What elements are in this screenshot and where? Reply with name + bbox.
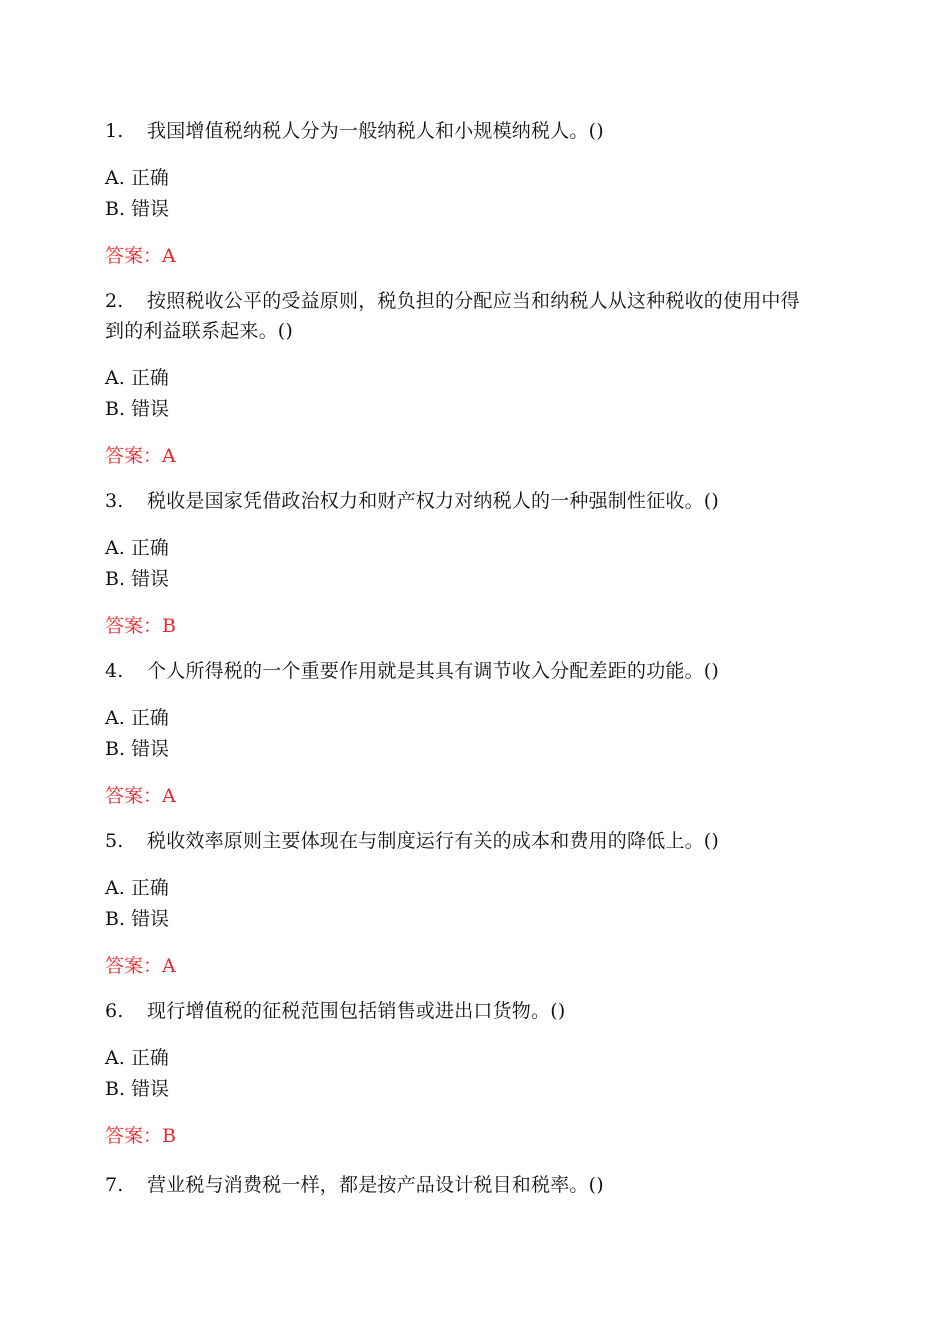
options-list xyxy=(105,533,850,595)
question-number: 1. xyxy=(105,120,124,142)
option-a: A. 正确 xyxy=(105,877,169,899)
answer-label: 答案： xyxy=(105,245,163,267)
question-stem: 营业税与消费税一样，都是按产品设计税目和税率。() xyxy=(147,1174,604,1196)
answer-value: A xyxy=(162,955,176,977)
options-list xyxy=(105,1043,850,1105)
option-a: A. 正确 xyxy=(105,537,169,559)
question-2 xyxy=(105,286,850,471)
answer-value: A xyxy=(162,445,176,467)
answer-label: 答案： xyxy=(105,955,163,977)
answer-line xyxy=(105,781,850,811)
answer-label: 答案： xyxy=(105,1125,163,1147)
question-stem: 个人所得税的一个重要作用就是其具有调节收入分配差距的功能。() xyxy=(147,660,720,682)
question-text xyxy=(105,486,850,516)
option-b: B. 错误 xyxy=(105,568,170,590)
answer-value: A xyxy=(162,785,176,807)
question-number: 3. xyxy=(105,490,124,512)
option-b: B. 错误 xyxy=(105,198,170,220)
question-stem: 按照税收公平的受益原则，税负担的分配应当和纳税人从这种税收的使用中得 xyxy=(147,290,800,312)
option-b: B. 错误 xyxy=(105,1078,170,1100)
options-list xyxy=(105,163,850,225)
question-text xyxy=(105,286,850,316)
question-stem: 税收是国家凭借政治权力和财产权力对纳税人的一种强制性征收。() xyxy=(147,490,720,512)
question-text xyxy=(105,116,850,146)
option-a: A. 正确 xyxy=(105,1047,169,1069)
question-text xyxy=(105,996,850,1026)
option-b: B. 错误 xyxy=(105,738,170,760)
question-stem: 税收效率原则主要体现在与制度运行有关的成本和费用的降低上。() xyxy=(147,830,720,852)
question-3 xyxy=(105,486,850,641)
options-list xyxy=(105,363,850,425)
answer-label: 答案： xyxy=(105,615,163,637)
option-b: B. 错误 xyxy=(105,908,170,930)
answer-label: 答案： xyxy=(105,785,163,807)
answer-value: B xyxy=(162,615,176,637)
option-a: A. 正确 xyxy=(105,167,169,189)
option-a: A. 正确 xyxy=(105,707,169,729)
question-number: 5. xyxy=(105,830,124,852)
answer-line xyxy=(105,1121,850,1151)
question-7 xyxy=(105,1170,850,1200)
option-b: B. 错误 xyxy=(105,398,170,420)
question-5 xyxy=(105,826,850,981)
question-text-continued: 到的利益联系起来。() xyxy=(105,320,294,342)
answer-value: A xyxy=(162,245,176,267)
options-list xyxy=(105,703,850,765)
question-6 xyxy=(105,996,850,1151)
question-1 xyxy=(105,116,850,271)
question-number: 4. xyxy=(105,660,124,682)
answer-label: 答案： xyxy=(105,445,163,467)
answer-value: B xyxy=(162,1125,176,1147)
question-text xyxy=(105,656,850,686)
answer-line xyxy=(105,611,850,641)
options-list xyxy=(105,873,850,935)
question-4 xyxy=(105,656,850,811)
question-number: 6. xyxy=(105,1000,124,1022)
answer-line xyxy=(105,441,850,471)
answer-line xyxy=(105,951,850,981)
question-number: 2. xyxy=(105,290,124,312)
question-number: 7. xyxy=(105,1174,124,1196)
question-stem: 现行增值税的征税范围包括销售或进出口货物。() xyxy=(147,1000,566,1022)
option-a: A. 正确 xyxy=(105,367,169,389)
question-text xyxy=(105,1170,850,1200)
question-text xyxy=(105,826,850,856)
answer-line xyxy=(105,241,850,271)
question-stem: 我国增值税纳税人分为一般纳税人和小规模纳税人。() xyxy=(147,120,604,142)
